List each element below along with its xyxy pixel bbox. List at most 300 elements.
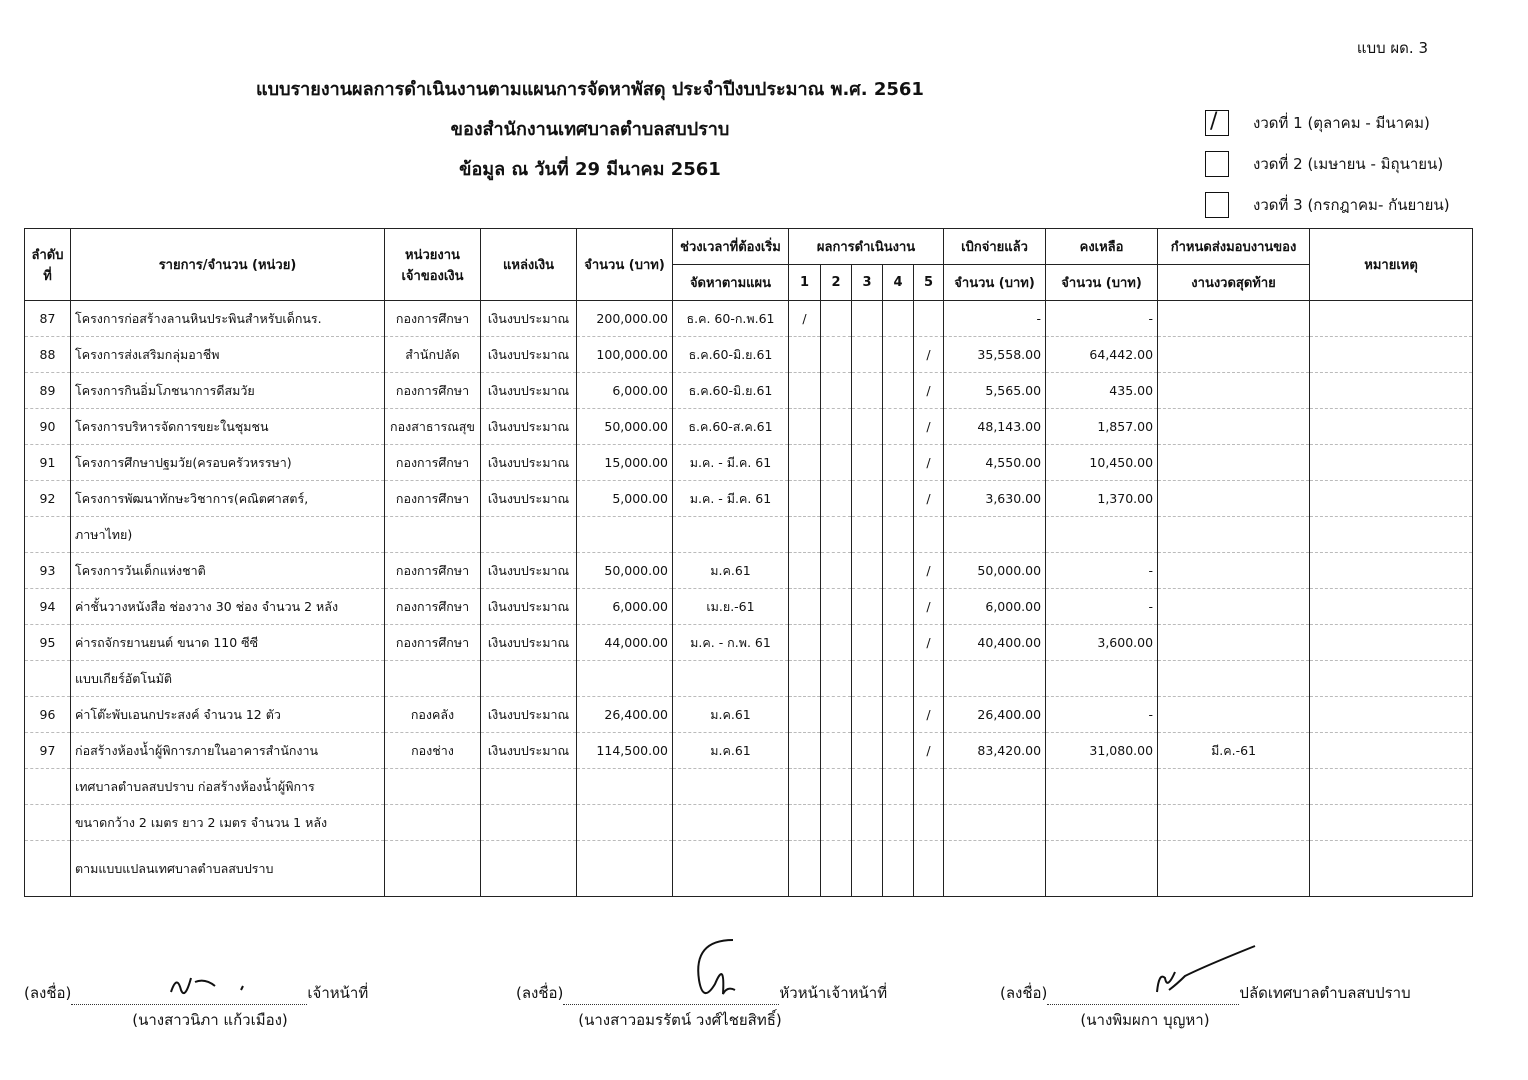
cell-source: [481, 661, 577, 697]
cell-s4: [883, 697, 914, 733]
cell-period: ม.ค. - มี.ค. 61: [673, 445, 789, 481]
cell-remain: -: [1046, 697, 1158, 733]
cell-s3: [852, 661, 883, 697]
cell-deliver: [1158, 841, 1310, 897]
header-remain-1: คงเหลือ: [1046, 229, 1158, 265]
cell-deliver: [1158, 517, 1310, 553]
cell-s2: [821, 409, 852, 445]
cell-deliver: [1158, 445, 1310, 481]
cell-paid: 48,143.00: [944, 409, 1046, 445]
report-date: ข้อมูล ณ วันที่ 29 มีนาคม 2561: [459, 159, 721, 180]
check-mark-icon: /: [1210, 109, 1218, 134]
cell-paid: 26,400.00: [944, 697, 1046, 733]
cell-unit: [385, 805, 481, 841]
table-row: [25, 409, 1473, 445]
cell-s5: /: [914, 445, 944, 481]
cell-s3: [852, 553, 883, 589]
cell-s1: [789, 337, 821, 373]
signature-line: [71, 970, 307, 1005]
cell-paid: [944, 661, 1046, 697]
cell-amount: 50,000.00: [577, 409, 673, 445]
cell-s4: [883, 805, 914, 841]
handwritten-signature-1: [71, 970, 307, 1000]
cell-s4: [883, 733, 914, 769]
cell-item: ตามแบบแปลนเทศบาลตำบลสบปราบ: [71, 841, 385, 897]
cell-item: โครงการพัฒนาทักษะวิชาการ(คณิตศาสตร์,: [71, 481, 385, 517]
cell-no: 90: [25, 409, 71, 445]
cell-s2: [821, 769, 852, 805]
cell-s3: [852, 337, 883, 373]
cell-remain: [1046, 805, 1158, 841]
table-row: [25, 769, 1473, 805]
cell-s1: [789, 373, 821, 409]
cell-amount: 114,500.00: [577, 733, 673, 769]
cell-remain: [1046, 769, 1158, 805]
cell-deliver: [1158, 661, 1310, 697]
period-label-2: งวดที่ 2 (เมษายน - มิถุนายน): [1253, 155, 1444, 173]
cell-s2: [821, 589, 852, 625]
table-row: [25, 589, 1473, 625]
cell-s3: [852, 589, 883, 625]
cell-s2: [821, 445, 852, 481]
period-checkbox-1[interactable]: [1205, 110, 1229, 136]
cell-note: [1310, 409, 1473, 445]
cell-period: [673, 805, 789, 841]
cell-s1: [789, 409, 821, 445]
signature-role: ปลัดเทศบาลตำบลสบปราบ: [1239, 984, 1411, 1002]
cell-no: [25, 517, 71, 553]
period-option-1[interactable]: [1205, 110, 1430, 136]
cell-amount: 26,400.00: [577, 697, 673, 733]
handwritten-signature-2: [563, 970, 779, 1000]
cell-period: ม.ค.61: [673, 733, 789, 769]
table-row: [25, 445, 1473, 481]
cell-item: ค่ารถจักรยานยนต์ ขนาด 110 ซีซี: [71, 625, 385, 661]
cell-s5: /: [914, 337, 944, 373]
cell-deliver: [1158, 481, 1310, 517]
cell-amount: [577, 841, 673, 897]
table-row: [25, 301, 1473, 337]
cell-no: [25, 769, 71, 805]
cell-s1: [789, 589, 821, 625]
table-row: [25, 841, 1473, 897]
cell-s2: [821, 661, 852, 697]
cell-s4: [883, 589, 914, 625]
signature-head-officer: [516, 970, 887, 1005]
signature-line: [563, 970, 779, 1005]
period-checkbox-2[interactable]: [1205, 151, 1229, 177]
cell-s2: [821, 697, 852, 733]
cell-no: 93: [25, 553, 71, 589]
cell-s4: [883, 517, 914, 553]
cell-unit: กองช่าง: [385, 733, 481, 769]
signature-name-1: (นางสาวนิภา แก้วเมือง): [132, 1011, 288, 1029]
cell-unit: [385, 841, 481, 897]
period-option-2[interactable]: [1205, 151, 1443, 177]
cell-s5: /: [914, 373, 944, 409]
cell-period: ม.ค.61: [673, 697, 789, 733]
cell-s4: [883, 553, 914, 589]
cell-remain: [1046, 661, 1158, 697]
cell-s3: [852, 841, 883, 897]
cell-s5: [914, 769, 944, 805]
form-code: แบบ ผด. 3: [1356, 39, 1428, 57]
cell-period: ธ.ค.60-มิ.ย.61: [673, 373, 789, 409]
cell-unit: กองการศึกษา: [385, 625, 481, 661]
cell-item: โครงการกินอิ่มโภชนาการดีสมวัย: [71, 373, 385, 409]
table-row: [25, 373, 1473, 409]
report-organization: ของสำนักงานเทศบาลตำบลสบปราบ: [450, 119, 730, 140]
cell-s2: [821, 841, 852, 897]
cell-s1: [789, 661, 821, 697]
cell-unit: กองการศึกษา: [385, 481, 481, 517]
cell-no: 87: [25, 301, 71, 337]
cell-no: 97: [25, 733, 71, 769]
table-row: [25, 625, 1473, 661]
cell-paid: 40,400.00: [944, 625, 1046, 661]
signature-name-3: (นางพิมผกา บุญหา): [1080, 1011, 1210, 1029]
cell-s3: [852, 697, 883, 733]
cell-s4: [883, 301, 914, 337]
cell-s2: [821, 805, 852, 841]
cell-amount: [577, 517, 673, 553]
cell-remain: 1,857.00: [1046, 409, 1158, 445]
cell-note: [1310, 697, 1473, 733]
header-step-4: 4: [883, 265, 914, 301]
header-deliver-1: กำหนดส่งมอบงานของ: [1158, 229, 1310, 265]
cell-s4: [883, 373, 914, 409]
cell-no: [25, 805, 71, 841]
cell-s3: [852, 625, 883, 661]
cell-remain: 31,080.00: [1046, 733, 1158, 769]
cell-s4: [883, 409, 914, 445]
cell-source: เงินงบประมาณ: [481, 337, 577, 373]
cell-deliver: [1158, 373, 1310, 409]
cell-s3: [852, 409, 883, 445]
cell-deliver: [1158, 337, 1310, 373]
cell-period: [673, 769, 789, 805]
cell-period: ธ.ค.60-ส.ค.61: [673, 409, 789, 445]
cell-s2: [821, 301, 852, 337]
cell-s5: /: [914, 409, 944, 445]
cell-paid: 3,630.00: [944, 481, 1046, 517]
cell-s3: [852, 373, 883, 409]
cell-source: เงินงบประมาณ: [481, 445, 577, 481]
cell-s5: /: [914, 733, 944, 769]
table-row: [25, 337, 1473, 373]
cell-period: ม.ค. - ก.พ. 61: [673, 625, 789, 661]
cell-source: เงินงบประมาณ: [481, 301, 577, 337]
cell-s1: [789, 553, 821, 589]
cell-amount: 50,000.00: [577, 553, 673, 589]
cell-amount: [577, 805, 673, 841]
table-row: [25, 661, 1473, 697]
cell-remain: -: [1046, 301, 1158, 337]
cell-deliver: [1158, 625, 1310, 661]
table-row: [25, 517, 1473, 553]
cell-s5: [914, 517, 944, 553]
cell-s3: [852, 517, 883, 553]
cell-s5: /: [914, 697, 944, 733]
cell-item: โครงการบริหารจัดการขยะในชุมชน: [71, 409, 385, 445]
cell-s1: /: [789, 301, 821, 337]
cell-s3: [852, 301, 883, 337]
cell-s3: [852, 481, 883, 517]
cell-source: [481, 517, 577, 553]
cell-s3: [852, 733, 883, 769]
cell-source: เงินงบประมาณ: [481, 733, 577, 769]
cell-paid: [944, 805, 1046, 841]
cell-paid: 35,558.00: [944, 337, 1046, 373]
cell-period: เม.ย.-61: [673, 589, 789, 625]
cell-item: โครงการศึกษาปฐมวัย(ครอบครัวหรรษา): [71, 445, 385, 481]
cell-remain: -: [1046, 589, 1158, 625]
signature-officer: [24, 970, 368, 1005]
cell-deliver: มี.ค.-61: [1158, 733, 1310, 769]
header-note: หมายเหตุ: [1310, 229, 1473, 301]
cell-amount: 15,000.00: [577, 445, 673, 481]
period-option-3[interactable]: [1205, 192, 1450, 218]
cell-period: ม.ค. - มี.ค. 61: [673, 481, 789, 517]
cell-period: ธ.ค. 60-ก.พ.61: [673, 301, 789, 337]
cell-s2: [821, 553, 852, 589]
signature-role: หัวหน้าเจ้าหน้าที่: [779, 984, 888, 1002]
cell-paid: 4,550.00: [944, 445, 1046, 481]
header-deliver-2: งานงวดสุดท้าย: [1158, 265, 1310, 301]
cell-no: 92: [25, 481, 71, 517]
cell-amount: 200,000.00: [577, 301, 673, 337]
cell-note: [1310, 589, 1473, 625]
cell-deliver: [1158, 553, 1310, 589]
cell-note: [1310, 769, 1473, 805]
cell-item: ก่อสร้างห้องน้ำผู้พิการภายในอาคารสำนักงาน: [71, 733, 385, 769]
cell-deliver: [1158, 805, 1310, 841]
period-checkbox-3[interactable]: [1205, 192, 1229, 218]
cell-paid: [944, 769, 1046, 805]
cell-s1: [789, 841, 821, 897]
cell-item: เทศบาลตำบลสบปราบ ก่อสร้างห้องน้ำผู้พิการ: [71, 769, 385, 805]
cell-deliver: [1158, 301, 1310, 337]
cell-remain: 10,450.00: [1046, 445, 1158, 481]
cell-source: เงินงบประมาณ: [481, 697, 577, 733]
cell-source: เงินงบประมาณ: [481, 409, 577, 445]
cell-no: 95: [25, 625, 71, 661]
cell-s4: [883, 661, 914, 697]
cell-note: [1310, 481, 1473, 517]
cell-remain: 1,370.00: [1046, 481, 1158, 517]
cell-remain: -: [1046, 553, 1158, 589]
table-row: [25, 733, 1473, 769]
cell-source: [481, 841, 577, 897]
cell-no: 88: [25, 337, 71, 373]
cell-s5: /: [914, 481, 944, 517]
cell-note: [1310, 553, 1473, 589]
cell-source: เงินงบประมาณ: [481, 373, 577, 409]
header-source: แหล่งเงิน: [481, 229, 577, 301]
procurement-report-table: [24, 228, 1473, 897]
cell-no: 96: [25, 697, 71, 733]
header-period-2: จัดหาตามแผน: [673, 265, 789, 301]
cell-paid: [944, 841, 1046, 897]
header-no: ลำดับ ที่: [25, 229, 71, 301]
table-row: [25, 805, 1473, 841]
cell-s2: [821, 517, 852, 553]
cell-item: ภาษาไทย): [71, 517, 385, 553]
cell-unit: [385, 661, 481, 697]
signature-line: [1047, 970, 1239, 1005]
cell-unit: [385, 769, 481, 805]
table-row: [25, 553, 1473, 589]
cell-paid: [944, 517, 1046, 553]
cell-remain: [1046, 841, 1158, 897]
cell-note: [1310, 373, 1473, 409]
cell-item: ขนาดกว้าง 2 เมตร ยาว 2 เมตร จำนวน 1 หลัง: [71, 805, 385, 841]
table-row: [25, 481, 1473, 517]
cell-s1: [789, 625, 821, 661]
header-step-5: 5: [914, 265, 944, 301]
cell-period: [673, 841, 789, 897]
header-period-1: ช่วงเวลาที่ต้องเริ่ม: [673, 229, 789, 265]
cell-note: [1310, 517, 1473, 553]
cell-item: แบบเกียร์อัตโนมัติ: [71, 661, 385, 697]
cell-unit: กองสาธารณสุข: [385, 409, 481, 445]
signature-prefix: (ลงชื่อ): [24, 984, 72, 1002]
cell-unit: กองการศึกษา: [385, 553, 481, 589]
header-step-3: 3: [852, 265, 883, 301]
cell-no: 89: [25, 373, 71, 409]
header-paid-1: เบิกจ่ายแล้ว: [944, 229, 1046, 265]
cell-no: [25, 661, 71, 697]
cell-s1: [789, 697, 821, 733]
cell-s1: [789, 733, 821, 769]
signature-deputy-mayor: [1000, 970, 1411, 1005]
cell-unit: กองการศึกษา: [385, 445, 481, 481]
cell-source: [481, 769, 577, 805]
cell-s4: [883, 445, 914, 481]
period-label-3: งวดที่ 3 (กรกฎาคม- กันยายน): [1253, 196, 1450, 214]
cell-s2: [821, 625, 852, 661]
cell-unit: กองการศึกษา: [385, 589, 481, 625]
cell-s5: /: [914, 553, 944, 589]
cell-amount: 5,000.00: [577, 481, 673, 517]
header-amount: จำนวน (บาท): [577, 229, 673, 301]
table-row: [25, 697, 1473, 733]
report-title: แบบรายงานผลการดำเนินงานตามแผนการจัดหาพัสดุ ประจำปีงบประมาณ พ.ศ. 2561: [256, 79, 924, 100]
cell-s3: [852, 769, 883, 805]
cell-note: [1310, 445, 1473, 481]
cell-deliver: [1158, 769, 1310, 805]
cell-paid: 50,000.00: [944, 553, 1046, 589]
cell-remain: 3,600.00: [1046, 625, 1158, 661]
cell-s4: [883, 769, 914, 805]
cell-note: [1310, 805, 1473, 841]
cell-no: [25, 841, 71, 897]
cell-item: โครงการส่งเสริมกลุ่มอาชีพ: [71, 337, 385, 373]
signature-prefix: (ลงชื่อ): [516, 984, 564, 1002]
cell-item: ค่าชั้นวางหนังสือ ช่องวาง 30 ช่อง จำนวน 2 หลัง: [71, 589, 385, 625]
cell-s2: [821, 481, 852, 517]
cell-deliver: [1158, 589, 1310, 625]
cell-remain: 64,442.00: [1046, 337, 1158, 373]
cell-s2: [821, 733, 852, 769]
cell-no: 91: [25, 445, 71, 481]
cell-unit: สำนักปลัด: [385, 337, 481, 373]
cell-note: [1310, 733, 1473, 769]
cell-s5: [914, 661, 944, 697]
cell-period: [673, 517, 789, 553]
signature-name-2: (นางสาวอมรรัตน์ วงศ์ไชยสิทธิ์): [578, 1011, 782, 1029]
header-step-2: 2: [821, 265, 852, 301]
header-unit: หน่วยงาน เจ้าของเงิน: [385, 229, 481, 301]
cell-note: [1310, 661, 1473, 697]
cell-s1: [789, 481, 821, 517]
period-label-1: งวดที่ 1 (ตุลาคม - มีนาคม): [1253, 114, 1430, 132]
cell-s4: [883, 625, 914, 661]
cell-amount: [577, 661, 673, 697]
cell-amount: 6,000.00: [577, 589, 673, 625]
header-item: รายการ/จำนวน (หน่วย): [71, 229, 385, 301]
header-remain-2: จำนวน (บาท): [1046, 265, 1158, 301]
header-result: ผลการดำเนินงาน: [789, 229, 944, 265]
cell-item: โครงการวันเด็กแห่งชาติ: [71, 553, 385, 589]
cell-s5: [914, 841, 944, 897]
cell-note: [1310, 337, 1473, 373]
cell-remain: [1046, 517, 1158, 553]
cell-s4: [883, 841, 914, 897]
cell-period: [673, 661, 789, 697]
cell-source: เงินงบประมาณ: [481, 625, 577, 661]
signature-role: เจ้าหน้าที่: [307, 984, 369, 1002]
cell-s4: [883, 481, 914, 517]
cell-deliver: [1158, 409, 1310, 445]
cell-s5: [914, 805, 944, 841]
signature-prefix: (ลงชื่อ): [1000, 984, 1048, 1002]
cell-s5: /: [914, 589, 944, 625]
cell-no: 94: [25, 589, 71, 625]
cell-amount: 44,000.00: [577, 625, 673, 661]
header-step-1: 1: [789, 265, 821, 301]
cell-source: [481, 805, 577, 841]
cell-s5: /: [914, 625, 944, 661]
cell-s1: [789, 517, 821, 553]
cell-remain: 435.00: [1046, 373, 1158, 409]
cell-paid: 83,420.00: [944, 733, 1046, 769]
cell-source: เงินงบประมาณ: [481, 589, 577, 625]
cell-paid: 6,000.00: [944, 589, 1046, 625]
cell-unit: [385, 517, 481, 553]
cell-s2: [821, 373, 852, 409]
cell-note: [1310, 625, 1473, 661]
cell-s1: [789, 445, 821, 481]
cell-amount: 6,000.00: [577, 373, 673, 409]
cell-s3: [852, 445, 883, 481]
cell-s5: [914, 301, 944, 337]
cell-s2: [821, 337, 852, 373]
header-paid-2: จำนวน (บาท): [944, 265, 1046, 301]
cell-unit: กองการศึกษา: [385, 373, 481, 409]
cell-deliver: [1158, 697, 1310, 733]
cell-paid: -: [944, 301, 1046, 337]
cell-amount: [577, 769, 673, 805]
cell-s3: [852, 805, 883, 841]
cell-paid: 5,565.00: [944, 373, 1046, 409]
cell-note: [1310, 841, 1473, 897]
cell-item: ค่าโต๊ะพับเอนกประสงค์ จำนวน 12 ตัว: [71, 697, 385, 733]
cell-source: เงินงบประมาณ: [481, 553, 577, 589]
cell-source: เงินงบประมาณ: [481, 481, 577, 517]
cell-period: ม.ค.61: [673, 553, 789, 589]
cell-unit: กองคลัง: [385, 697, 481, 733]
